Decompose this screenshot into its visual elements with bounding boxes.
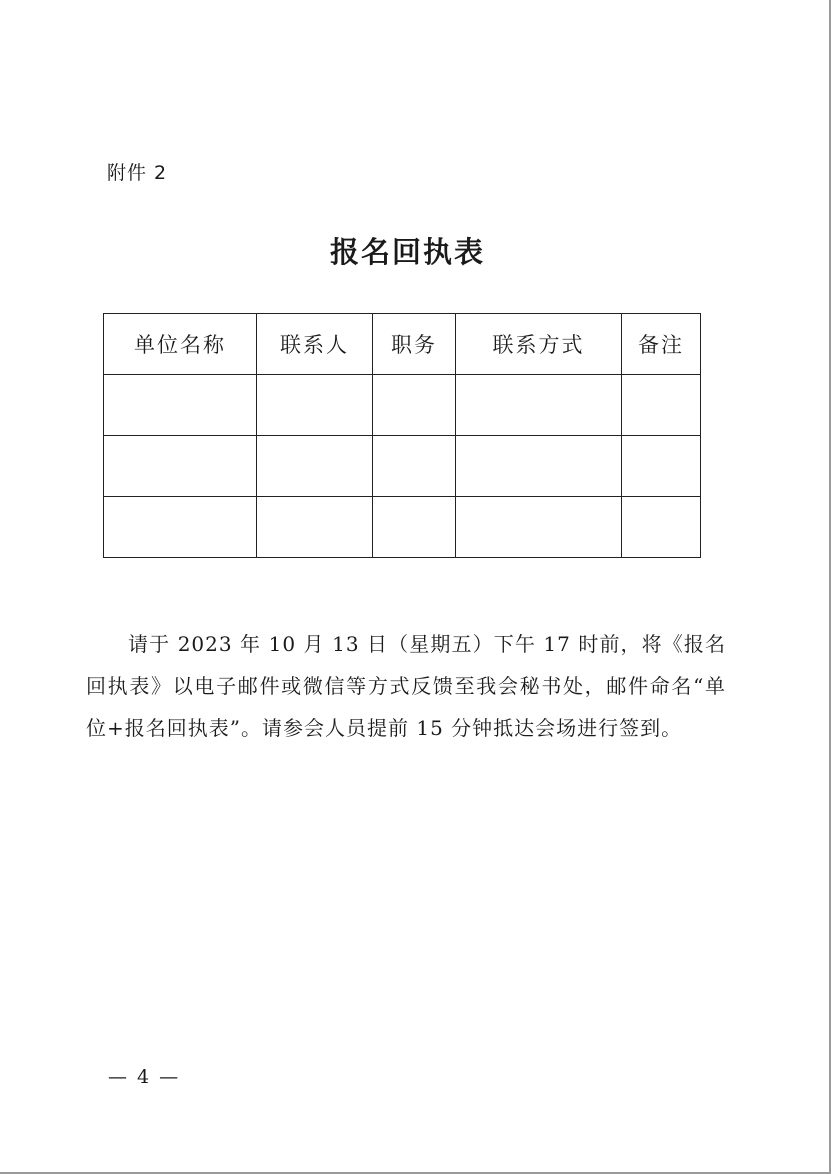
header-position: 职务 bbox=[373, 314, 456, 375]
table-cell[interactable] bbox=[257, 375, 373, 436]
table-cell[interactable] bbox=[104, 497, 257, 558]
page-number: — 4 — bbox=[108, 1066, 181, 1088]
header-remarks: 备注 bbox=[622, 314, 701, 375]
table-cell[interactable] bbox=[622, 436, 701, 497]
table-cell[interactable] bbox=[456, 375, 622, 436]
table-cell[interactable] bbox=[373, 497, 456, 558]
header-contact-method: 联系方式 bbox=[456, 314, 622, 375]
table-cell[interactable] bbox=[456, 436, 622, 497]
registration-table bbox=[103, 313, 701, 558]
table-cell[interactable] bbox=[257, 497, 373, 558]
attachment-label: 附件 2 bbox=[107, 162, 168, 184]
header-contact-person: 联系人 bbox=[257, 314, 373, 375]
table-cell[interactable] bbox=[104, 375, 257, 436]
table-row bbox=[104, 497, 701, 558]
table-header-row bbox=[104, 314, 701, 375]
table-cell[interactable] bbox=[257, 436, 373, 497]
notice-paragraph: 请于 2023 年 10 月 13 日（星期五）下午 17 时前，将《报名回执表》以电子邮件或微信等方式反馈至我会秘书处，邮件命名“单位+报名回执表”。请参会人员提前 15 分钟抵达会场进行签到。 bbox=[86, 632, 726, 740]
table-cell[interactable] bbox=[373, 436, 456, 497]
table-row bbox=[104, 436, 701, 497]
table-row bbox=[104, 375, 701, 436]
header-unit-name: 单位名称 bbox=[104, 314, 257, 375]
table-cell[interactable] bbox=[622, 375, 701, 436]
document-title: 报名回执表 bbox=[329, 235, 485, 269]
table-cell[interactable] bbox=[622, 497, 701, 558]
table-cell[interactable] bbox=[373, 375, 456, 436]
table-cell[interactable] bbox=[456, 497, 622, 558]
table-cell[interactable] bbox=[104, 436, 257, 497]
